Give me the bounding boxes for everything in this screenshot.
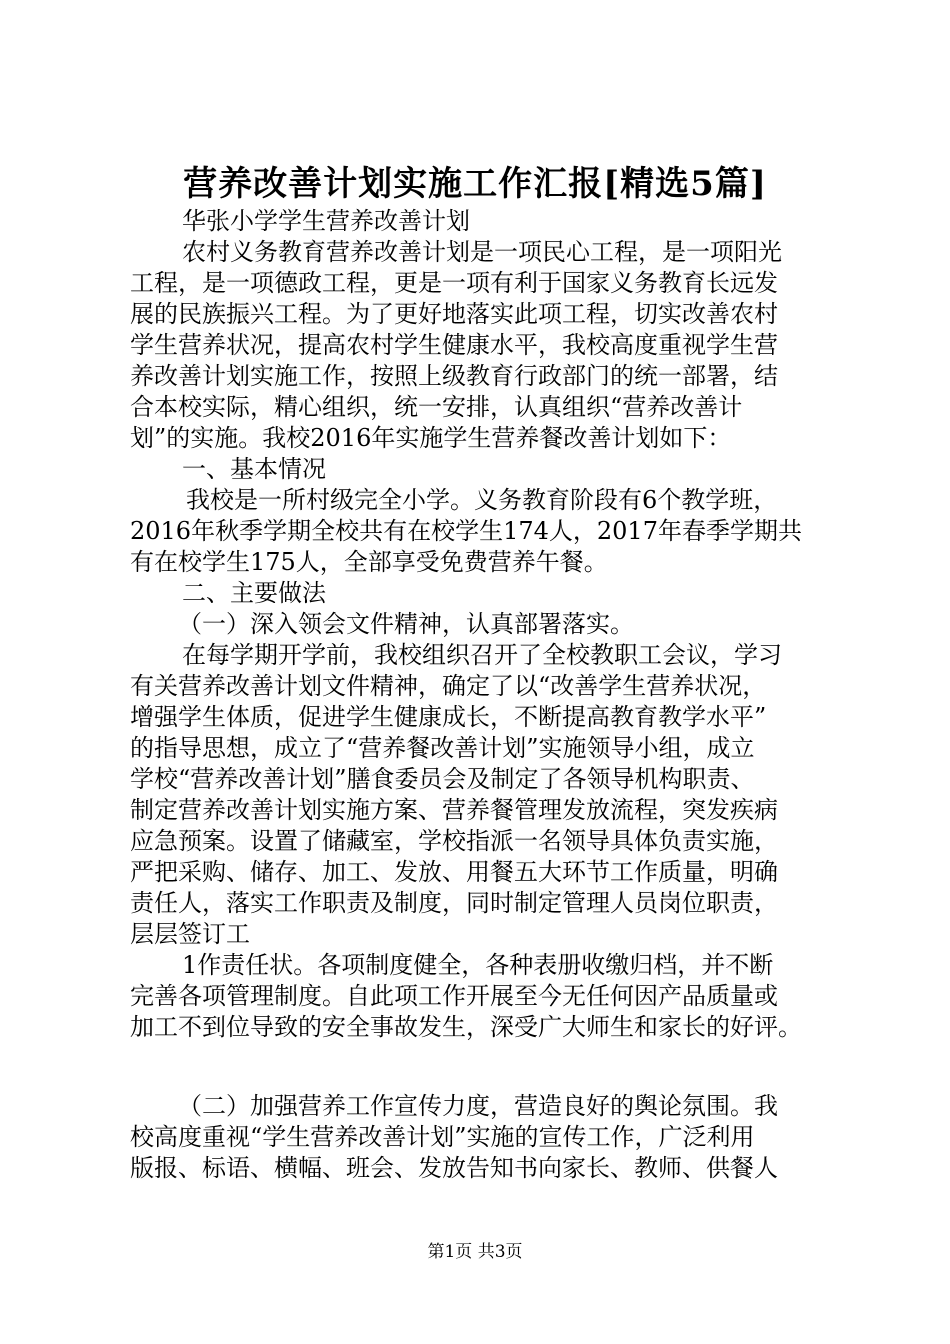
paragraph-line: 学校“营养改善计划”膳食委员会及制定了各领导机构职责、 xyxy=(130,765,755,793)
paragraph-line: 责任人，落实工作职责及制度，同时制定管理人员岗位职责， xyxy=(130,889,778,917)
paragraph-line: 有在校学生175人，全部享受免费营养午餐。 xyxy=(130,548,608,576)
page-footer: 第1页 共3页 xyxy=(427,1242,523,1262)
paragraph-line: 制定营养改善计划实施方案、营养餐管理发放流程，突发疾病 xyxy=(130,796,778,824)
paragraph-line: 增强学生体质，促进学生健康成长，不断提高教育教学水平” xyxy=(130,703,767,731)
paragraph-line: 我校是一所村级完全小学。义务教育阶段有6个教学班， xyxy=(186,486,778,514)
paragraph-line: 严把采购、储存、加工、发放、用餐五大环节工作质量，明确 xyxy=(130,858,778,886)
paragraph-line: 加工不到位导致的安全事故发生，深受广大师生和家长的好评。 xyxy=(130,1013,802,1041)
paragraph-line: 合本校实际，精心组织，统一安排，认真组织“营养改善计 xyxy=(130,393,743,421)
paragraph-line: 1作责任状。各项制度健全，各种表册收缴归档，并不断 xyxy=(182,951,774,979)
paragraph-line: （二）加强营养工作宣传力度，营造良好的舆论氛围。我 xyxy=(178,1092,778,1120)
paragraph-line: 层层签订工 xyxy=(130,920,250,948)
section-heading: 一、基本情况 xyxy=(182,455,326,483)
section-heading: 二、主要做法 xyxy=(182,579,326,607)
paragraph-line: 版报、标语、横幅、班会、发放告知书向家长、教师、供餐人 xyxy=(130,1154,778,1182)
paragraph-line: 校高度重视“学生营养改善计划”实施的宣传工作，广泛利用 xyxy=(130,1123,755,1151)
paragraph-line: 2016年秋季学期全校共有在校学生174人，2017年春季学期共 xyxy=(130,517,802,545)
paragraph-line: 完善各项管理制度。自此项工作开展至今无任何因产品质量或 xyxy=(130,982,778,1010)
paragraph-line: 养改善计划实施工作，按照上级教育行政部门的统一部署，结 xyxy=(130,362,778,390)
document-body xyxy=(130,206,830,1184)
document-title: 营养改善计划实施工作汇报[精选5篇] xyxy=(183,164,767,204)
paragraph-gap xyxy=(130,1043,830,1091)
subtitle-line: 华张小学学生营养改善计划 xyxy=(182,207,470,235)
paragraph-line: 农村义务教育营养改善计划是一项民心工程，是一项阳光 xyxy=(182,238,782,266)
paragraph-line: 学生营养状况，提高农村学生健康水平，我校高度重视学生营 xyxy=(130,331,778,359)
paragraph-line: 展的民族振兴工程。为了更好地落实此项工程，切实改善农村 xyxy=(130,300,778,328)
paragraph-line: 的指导思想，成立了“营养餐改善计划”实施领导小组，成立 xyxy=(130,734,755,762)
paragraph-line: 工程，是一项德政工程，更是一项有利于国家义务教育长远发 xyxy=(130,269,778,297)
paragraph-line: 有关营养改善计划文件精神，确定了以“改善学生营养状况， xyxy=(130,672,767,700)
paragraph-line: 应急预案。设置了储藏室，学校指派一名领导具体负责实施， xyxy=(130,827,778,855)
paragraph-line: 在每学期开学前，我校组织召开了全校教职工会议，学习 xyxy=(182,641,782,669)
subsection-heading: （一）深入领会文件精神，认真部署落实。 xyxy=(178,610,634,638)
paragraph-line: 划”的实施。我校2016年实施学生营养餐改善计划如下： xyxy=(130,424,732,452)
